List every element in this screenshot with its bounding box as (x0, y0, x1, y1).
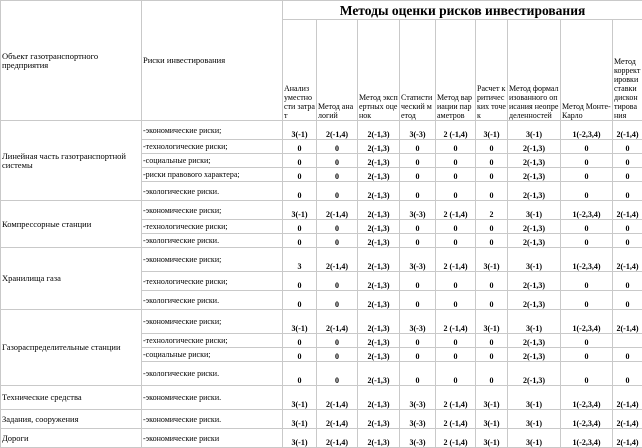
value-cell: 0 (561, 348, 613, 362)
value-cell: 3(-1) (508, 386, 561, 410)
value-cell: 0 (561, 154, 613, 168)
risk-cell: -экологические риски. (142, 362, 283, 386)
value-cell: 0 (283, 168, 317, 182)
value-cell: 0 (476, 168, 508, 182)
value-cell: 2(-1,4) (317, 248, 358, 272)
value-cell: 0 (561, 168, 613, 182)
value-cell: 3(-1) (508, 429, 561, 448)
value-cell: 2(-1,3) (508, 234, 561, 248)
value-cell: 2(-1,4) (613, 386, 642, 410)
value-cell: 0 (436, 348, 476, 362)
value-cell: 0 (561, 272, 613, 291)
value-cell: 0 (400, 348, 436, 362)
value-cell: 2(-1,3) (508, 291, 561, 310)
risk-cell: -экономические риски; (142, 121, 283, 140)
value-cell: 0 (561, 234, 613, 248)
object-cell: Задания, сооружения (1, 410, 142, 429)
value-cell: 2 (-1,4) (436, 386, 476, 410)
value-cell: 0 (400, 272, 436, 291)
table-row (1, 386, 642, 410)
value-cell: 2(-1,3) (508, 362, 561, 386)
value-cell: 0 (283, 291, 317, 310)
value-cell: 2(-1,4) (613, 248, 642, 272)
value-cell: 3(-1) (283, 386, 317, 410)
value-cell: 2(-1,3) (358, 334, 400, 348)
value-cell: 2(-1,4) (613, 121, 642, 140)
value-cell: 3(-1) (283, 429, 317, 448)
value-cell: 0 (317, 272, 358, 291)
header-method: Метод корректировки ставки дисконтирования (613, 20, 642, 121)
value-cell: 2(-1,3) (358, 429, 400, 448)
value-cell: 2(-1,3) (358, 272, 400, 291)
value-cell: 2(-1,4) (613, 410, 642, 429)
risk-cell: -социальные риски; (142, 154, 283, 168)
header-method: Метод экспертных оценок (358, 20, 400, 121)
value-cell: 0 (317, 234, 358, 248)
value-cell: 3(-1) (476, 429, 508, 448)
value-cell: 2(-1,4) (613, 429, 642, 448)
value-cell: 0 (436, 291, 476, 310)
header-object: Объект газотранспортного предприятия (1, 1, 142, 121)
value-cell: 2(-1,3) (358, 362, 400, 386)
value-cell: 0 (561, 140, 613, 154)
value-cell: 2(-1,3) (358, 248, 400, 272)
value-cell: 3(-3) (400, 121, 436, 140)
value-cell: 3(-3) (400, 248, 436, 272)
value-cell: 2(-1,4) (317, 121, 358, 140)
value-cell: 0 (436, 220, 476, 234)
value-cell: 0 (317, 182, 358, 201)
value-cell: 0 (613, 182, 642, 201)
value-cell: 0 (283, 182, 317, 201)
value-cell: 2(-1,3) (508, 182, 561, 201)
value-cell: 0 (613, 291, 642, 310)
value-cell: 2(-1,3) (358, 154, 400, 168)
table-row (1, 121, 642, 140)
risk-cell: -социальные риски; (142, 348, 283, 362)
value-cell (613, 334, 642, 348)
value-cell: 2 (-1,4) (436, 201, 476, 220)
value-cell: 2(-1,3) (508, 220, 561, 234)
value-cell: 3(-1) (508, 248, 561, 272)
value-cell: 2(-1,3) (508, 140, 561, 154)
table-row (1, 410, 642, 429)
value-cell: 3(-3) (400, 410, 436, 429)
value-cell: 0 (561, 334, 613, 348)
value-cell: 0 (283, 154, 317, 168)
value-cell: 0 (613, 220, 642, 234)
value-cell: 2(-1,3) (358, 291, 400, 310)
value-cell: 0 (283, 220, 317, 234)
value-cell: 0 (317, 154, 358, 168)
value-cell: 0 (317, 334, 358, 348)
risk-cell: -экономические риски; (142, 248, 283, 272)
value-cell: 0 (436, 272, 476, 291)
risk-cell: -экологические риски. (142, 182, 283, 201)
risk-cell: -экономические риски; (142, 201, 283, 220)
value-cell: 3(-1) (508, 310, 561, 334)
value-cell: 0 (283, 362, 317, 386)
value-cell: 3(-1) (476, 121, 508, 140)
value-cell: 3(-1) (508, 410, 561, 429)
value-cell: 0 (476, 291, 508, 310)
value-cell: 2(-1,3) (358, 234, 400, 248)
value-cell: 2(-1,3) (358, 140, 400, 154)
value-cell: 2(-1,4) (317, 429, 358, 448)
value-cell: 0 (283, 348, 317, 362)
value-cell: 2 (476, 201, 508, 220)
value-cell: 0 (436, 334, 476, 348)
value-cell: 1(-2,3,4) (561, 429, 613, 448)
value-cell: 0 (436, 362, 476, 386)
object-cell: Хранилища газа (1, 248, 142, 310)
value-cell: 2 (-1,4) (436, 121, 476, 140)
value-cell: 2(-1,4) (317, 410, 358, 429)
value-cell: 3(-1) (283, 201, 317, 220)
value-cell: 2 (-1,4) (436, 310, 476, 334)
header-methods-title: Методы оценки рисков инвестирования (283, 1, 642, 20)
value-cell: 0 (317, 168, 358, 182)
value-cell: 2(-1,4) (317, 201, 358, 220)
risk-cell: -технологические риски; (142, 220, 283, 234)
value-cell: 2(-1,3) (358, 220, 400, 234)
risk-cell: -экологические риски. (142, 291, 283, 310)
value-cell: 2(-1,3) (358, 348, 400, 362)
value-cell: 0 (317, 140, 358, 154)
value-cell: 1(-2,3,4) (561, 410, 613, 429)
value-cell: 0 (400, 362, 436, 386)
value-cell: 2(-1,3) (508, 154, 561, 168)
value-cell: 2(-1,3) (508, 334, 561, 348)
value-cell: 0 (436, 168, 476, 182)
value-cell: 0 (283, 334, 317, 348)
value-cell: 2 (-1,4) (436, 429, 476, 448)
value-cell: 1(-2,3,4) (561, 248, 613, 272)
value-cell: 0 (561, 182, 613, 201)
value-cell: 0 (400, 234, 436, 248)
value-cell: 0 (317, 220, 358, 234)
value-cell: 2(-1,4) (317, 386, 358, 410)
value-cell: 3(-1) (508, 121, 561, 140)
value-cell: 0 (613, 272, 642, 291)
value-cell: 1(-2,3,4) (561, 201, 613, 220)
value-cell: 2(-1,4) (613, 201, 642, 220)
value-cell: 3(-1) (283, 310, 317, 334)
value-cell: 2(-1,3) (508, 272, 561, 291)
table-row (1, 248, 642, 272)
value-cell: 0 (476, 348, 508, 362)
value-cell: 0 (400, 168, 436, 182)
value-cell: 0 (400, 154, 436, 168)
table-row (1, 201, 642, 220)
value-cell: 3(-1) (283, 121, 317, 140)
header-risks: Риски инвестирования (142, 1, 283, 121)
risk-cell: -технологические риски; (142, 334, 283, 348)
value-cell: 0 (613, 140, 642, 154)
risk-cell: -экономические риски (142, 429, 283, 448)
value-cell: 3(-3) (400, 310, 436, 334)
value-cell: 0 (436, 182, 476, 201)
risk-cell: -экономические риски. (142, 386, 283, 410)
risk-cell: -экономические риски; (142, 310, 283, 334)
object-cell: Дороги (1, 429, 142, 448)
header-method: Метод формализованного описания неопределенностей (508, 20, 561, 121)
risk-cell: -технологические риски; (142, 140, 283, 154)
value-cell: 1(-2,3,4) (561, 386, 613, 410)
value-cell: 0 (476, 334, 508, 348)
object-cell: Технические средства (1, 386, 142, 410)
value-cell: 0 (400, 182, 436, 201)
value-cell: 3(-3) (400, 386, 436, 410)
value-cell: 0 (400, 291, 436, 310)
value-cell: 0 (400, 140, 436, 154)
value-cell: 0 (476, 220, 508, 234)
value-cell: 2(-1,3) (358, 310, 400, 334)
value-cell: 3(-1) (476, 248, 508, 272)
value-cell: 0 (283, 234, 317, 248)
risk-cell: -экологические риски. (142, 234, 283, 248)
value-cell: 0 (317, 348, 358, 362)
value-cell: 0 (613, 362, 642, 386)
header-method: Метод Монте-Карло (561, 20, 613, 121)
value-cell: 0 (561, 362, 613, 386)
value-cell: 2(-1,4) (317, 310, 358, 334)
value-cell: 0 (283, 272, 317, 291)
header-method: Метод вариации параметров (436, 20, 476, 121)
table-row (1, 310, 642, 334)
value-cell: 0 (613, 234, 642, 248)
value-cell: 0 (436, 154, 476, 168)
value-cell: 2(-1,3) (358, 182, 400, 201)
risk-cell: -риски правового характера; (142, 168, 283, 182)
value-cell: 0 (476, 182, 508, 201)
value-cell: 0 (476, 140, 508, 154)
value-cell: 0 (317, 362, 358, 386)
table-row (1, 429, 642, 448)
value-cell: 0 (436, 234, 476, 248)
value-cell: 0 (400, 220, 436, 234)
value-cell: 2(-1,3) (358, 386, 400, 410)
header-method: Метод аналогий (317, 20, 358, 121)
value-cell: 0 (476, 362, 508, 386)
value-cell: 2(-1,3) (508, 168, 561, 182)
value-cell: 0 (436, 140, 476, 154)
risk-cell: -экономические риски. (142, 410, 283, 429)
value-cell: 2(-1,4) (613, 310, 642, 334)
object-cell: Компрессорные станции (1, 201, 142, 248)
value-cell: 0 (400, 334, 436, 348)
object-cell: Газораспределительные станции (1, 310, 142, 386)
value-cell: 3(-1) (476, 410, 508, 429)
value-cell: 3(-1) (283, 410, 317, 429)
value-cell: 1(-2,3,4) (561, 121, 613, 140)
value-cell: 2(-1,3) (358, 201, 400, 220)
value-cell: 0 (613, 348, 642, 362)
value-cell: 0 (613, 154, 642, 168)
value-cell: 0 (476, 234, 508, 248)
value-cell: 2(-1,3) (358, 168, 400, 182)
object-cell: Линейная часть газотранспортной системы (1, 121, 142, 201)
value-cell: 3(-1) (476, 310, 508, 334)
value-cell: 3(-3) (400, 201, 436, 220)
value-cell: 0 (476, 272, 508, 291)
value-cell: 3(-1) (476, 386, 508, 410)
value-cell: 0 (561, 220, 613, 234)
value-cell: 3 (283, 248, 317, 272)
value-cell: 0 (613, 168, 642, 182)
value-cell: 0 (561, 291, 613, 310)
value-cell: 2 (-1,4) (436, 410, 476, 429)
value-cell: 2(-1,3) (358, 410, 400, 429)
value-cell: 0 (476, 154, 508, 168)
header-method: Анализ уместности затрат (283, 20, 317, 121)
value-cell: 2(-1,3) (508, 348, 561, 362)
value-cell: 1(-2,3,4) (561, 310, 613, 334)
value-cell: 0 (283, 140, 317, 154)
header-method: Статистический метод (400, 20, 436, 121)
value-cell: 3(-3) (400, 429, 436, 448)
risk-cell: -технологические риски; (142, 272, 283, 291)
value-cell: 0 (317, 291, 358, 310)
table-body (1, 1, 642, 448)
header-method: Расчет критических точек (476, 20, 508, 121)
value-cell: 3(-1) (508, 201, 561, 220)
value-cell: 2(-1,3) (358, 121, 400, 140)
value-cell: 2 (-1,4) (436, 248, 476, 272)
